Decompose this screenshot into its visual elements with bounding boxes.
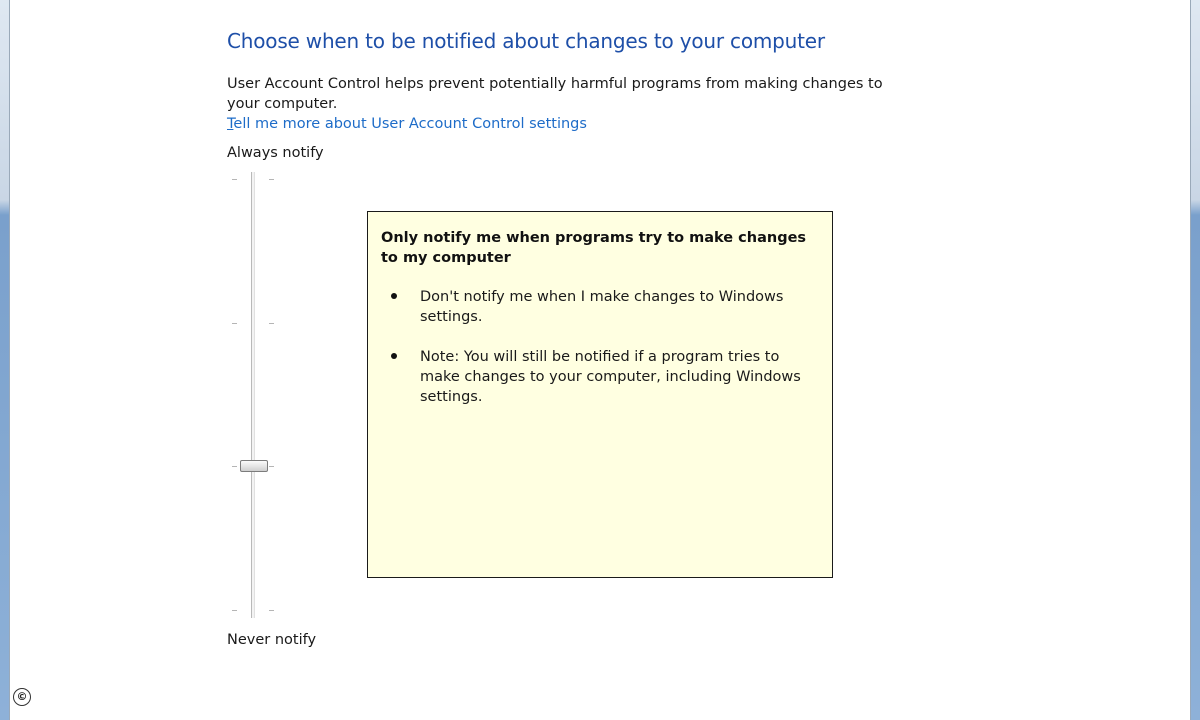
- slider-tick: [269, 179, 274, 180]
- help-link-mnemonic: T: [227, 116, 234, 132]
- slider-track[interactable]: [251, 172, 255, 618]
- slider-tick: [232, 466, 237, 467]
- window-frame-right: [1190, 0, 1200, 720]
- slider-tick: [269, 323, 274, 324]
- slider-tick: [232, 610, 237, 611]
- slider-label-never-notify: Never notify: [227, 632, 317, 648]
- uac-description: User Account Control helps prevent potentially harmful programs from making changes to your computer.: [227, 76, 883, 112]
- bullet-icon: [391, 293, 397, 299]
- slider-tick: [269, 610, 274, 611]
- info-bullet: Don't notify me when I make changes to Windows settings.: [420, 289, 784, 325]
- info-bullet: Note: You will still be notified if a program tries to make changes to your computer, including Windows settings.: [420, 349, 801, 405]
- slider-label-always-notify: Always notify: [227, 145, 324, 161]
- uac-help-link[interactable]: [227, 114, 587, 134]
- bullet-icon: [391, 353, 397, 359]
- window-frame-left: [0, 0, 10, 720]
- notification-level-slider[interactable]: [232, 172, 278, 618]
- slider-tick: [232, 179, 237, 180]
- page-title: Choose when to be notified about changes to your computer: [227, 29, 825, 53]
- slider-thumb[interactable]: [240, 460, 268, 472]
- copyright-icon: ©: [13, 688, 31, 706]
- slider-tick: [269, 466, 274, 467]
- notification-level-description-box: [367, 211, 833, 578]
- notification-level-heading: Only notify me when programs try to make changes to my computer: [381, 230, 807, 266]
- help-link-text: ell me more about User Account Control settings: [233, 116, 587, 132]
- slider-tick: [232, 323, 237, 324]
